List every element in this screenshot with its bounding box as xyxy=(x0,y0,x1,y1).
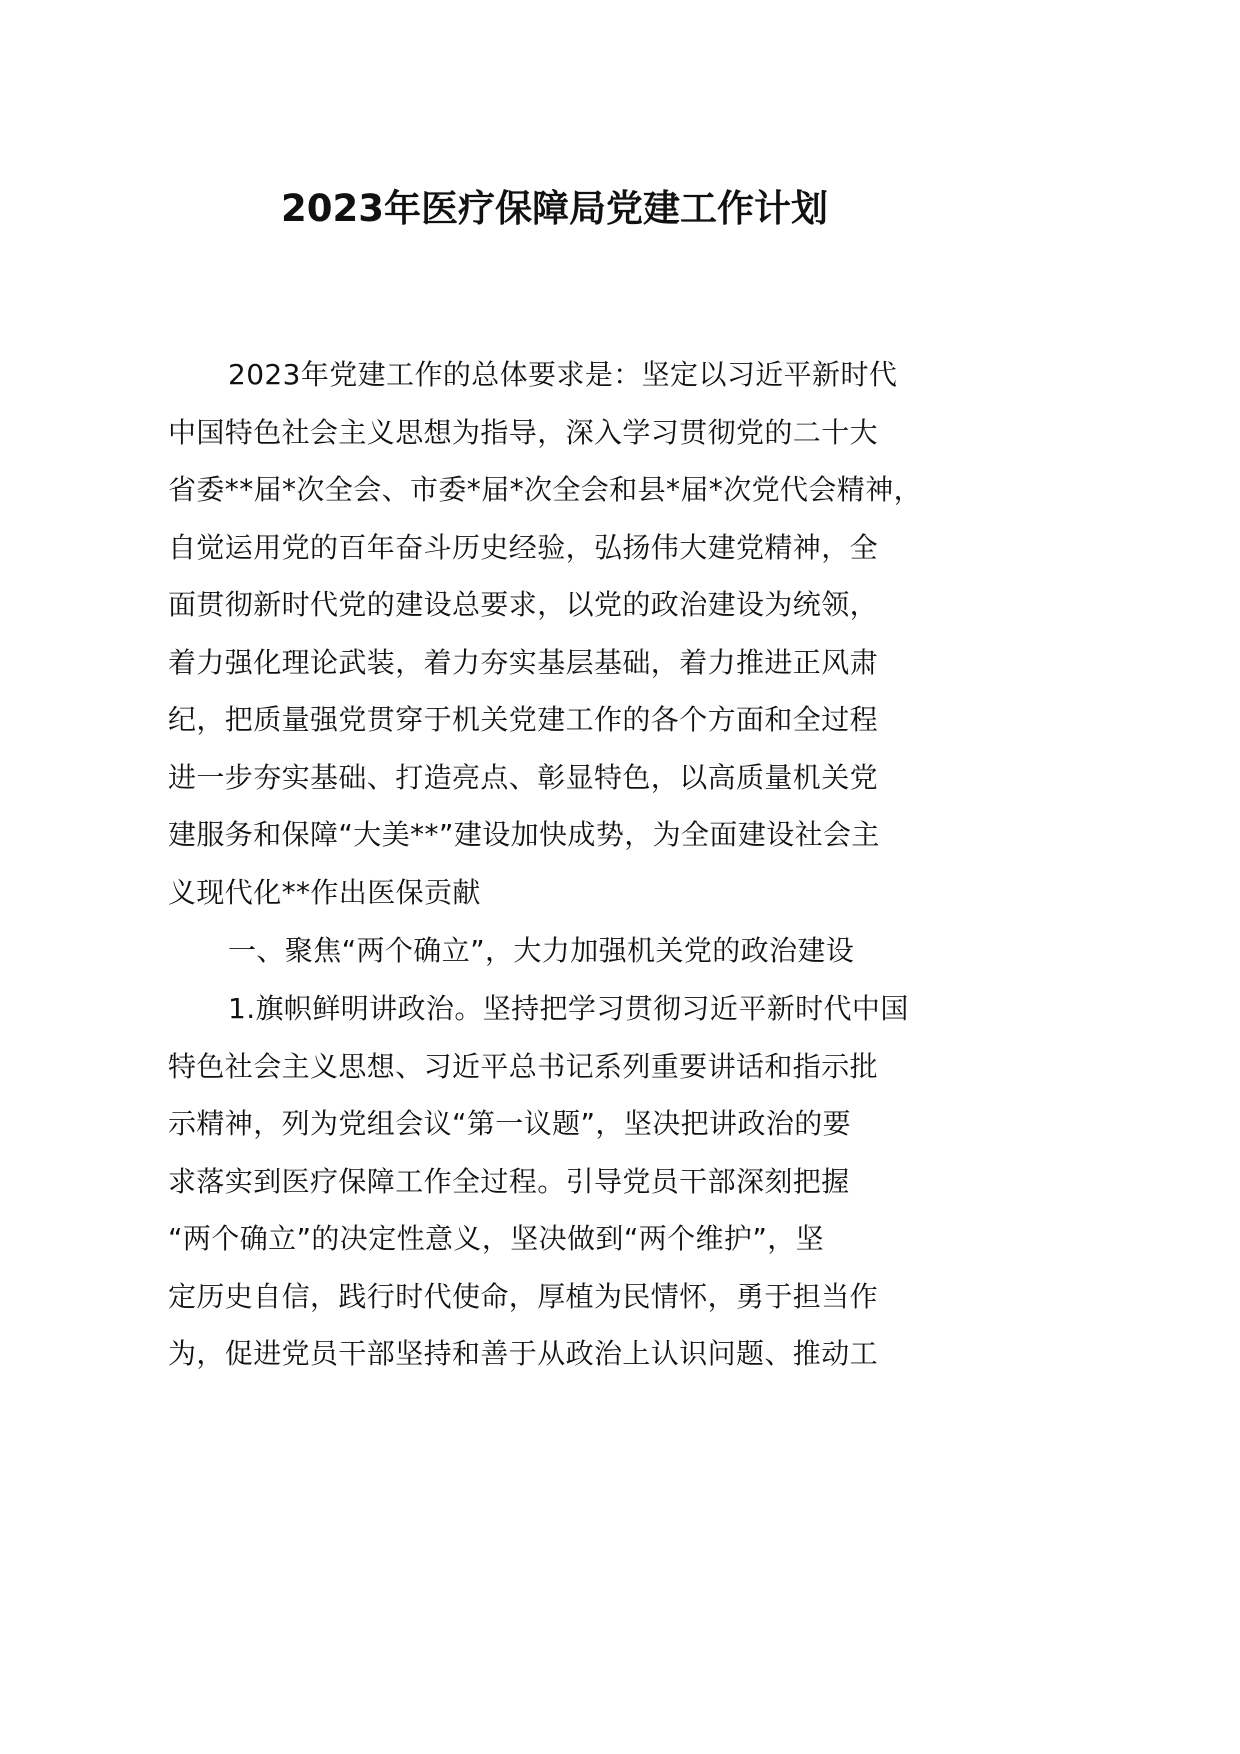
paragraph-line: 纪，把质量强党贯穿于机关党建工作的各个方面和全过程 xyxy=(168,703,879,736)
paragraph-line: 示精神，列为党组会议“第一议题”，坚决把讲政治的要 xyxy=(168,1107,852,1140)
section-heading: 一、聚焦“两个确立”，大力加强机关党的政治建设 xyxy=(228,934,855,967)
paragraph-line: 为，促进党员干部坚持和善于从政治上认识问题、推动工 xyxy=(168,1337,879,1370)
paragraph-line: 自觉运用党的百年奋斗历史经验，弘扬伟大建党精神，全 xyxy=(168,531,879,564)
paragraph-line: 特色社会主义思想、习近平总书记系列重要讲话和指示批 xyxy=(168,1050,879,1083)
paragraph-line: 2023年党建工作的总体要求是：坚定以习近平新时代 xyxy=(228,358,898,391)
paragraph-line: 定历史自信，践行时代使命，厚植为民情怀，勇于担当作 xyxy=(168,1280,879,1313)
paragraph-line: 中国特色社会主义思想为指导，深入学习贯彻党的二十大 xyxy=(168,416,879,449)
paragraph-line: 进一步夯实基础、打造亮点、彰显特色，以高质量机关党 xyxy=(168,761,879,794)
paragraph-line: 着力强化理论武装，着力夯实基层基础，着力推进正风肃 xyxy=(168,646,879,679)
paragraph-line: “两个确立”的决定性意义，坚决做到“两个维护”，坚 xyxy=(168,1222,825,1255)
paragraph-line: 省委**届*次全会、市委*届*次全会和县*届*次党代会精神， xyxy=(168,473,923,506)
paragraph-line: 求落实到医疗保障工作全过程。引导党员干部深刻把握 xyxy=(168,1165,850,1198)
paragraph-line: 义现代化**作出医保贡献 xyxy=(168,876,481,909)
paragraph-line: 面贯彻新时代党的建设总要求，以党的政治建设为统领， xyxy=(168,588,879,621)
paragraph-line: 建服务和保障“大美**”建设加快成势，为全面建设社会主 xyxy=(168,818,880,851)
document-title: 2023年医疗保障局党建工作计划 xyxy=(281,187,828,230)
paragraph-line: 1.旗帜鲜明讲政治。坚持把学习贯彻习近平新时代中国 xyxy=(228,992,909,1025)
